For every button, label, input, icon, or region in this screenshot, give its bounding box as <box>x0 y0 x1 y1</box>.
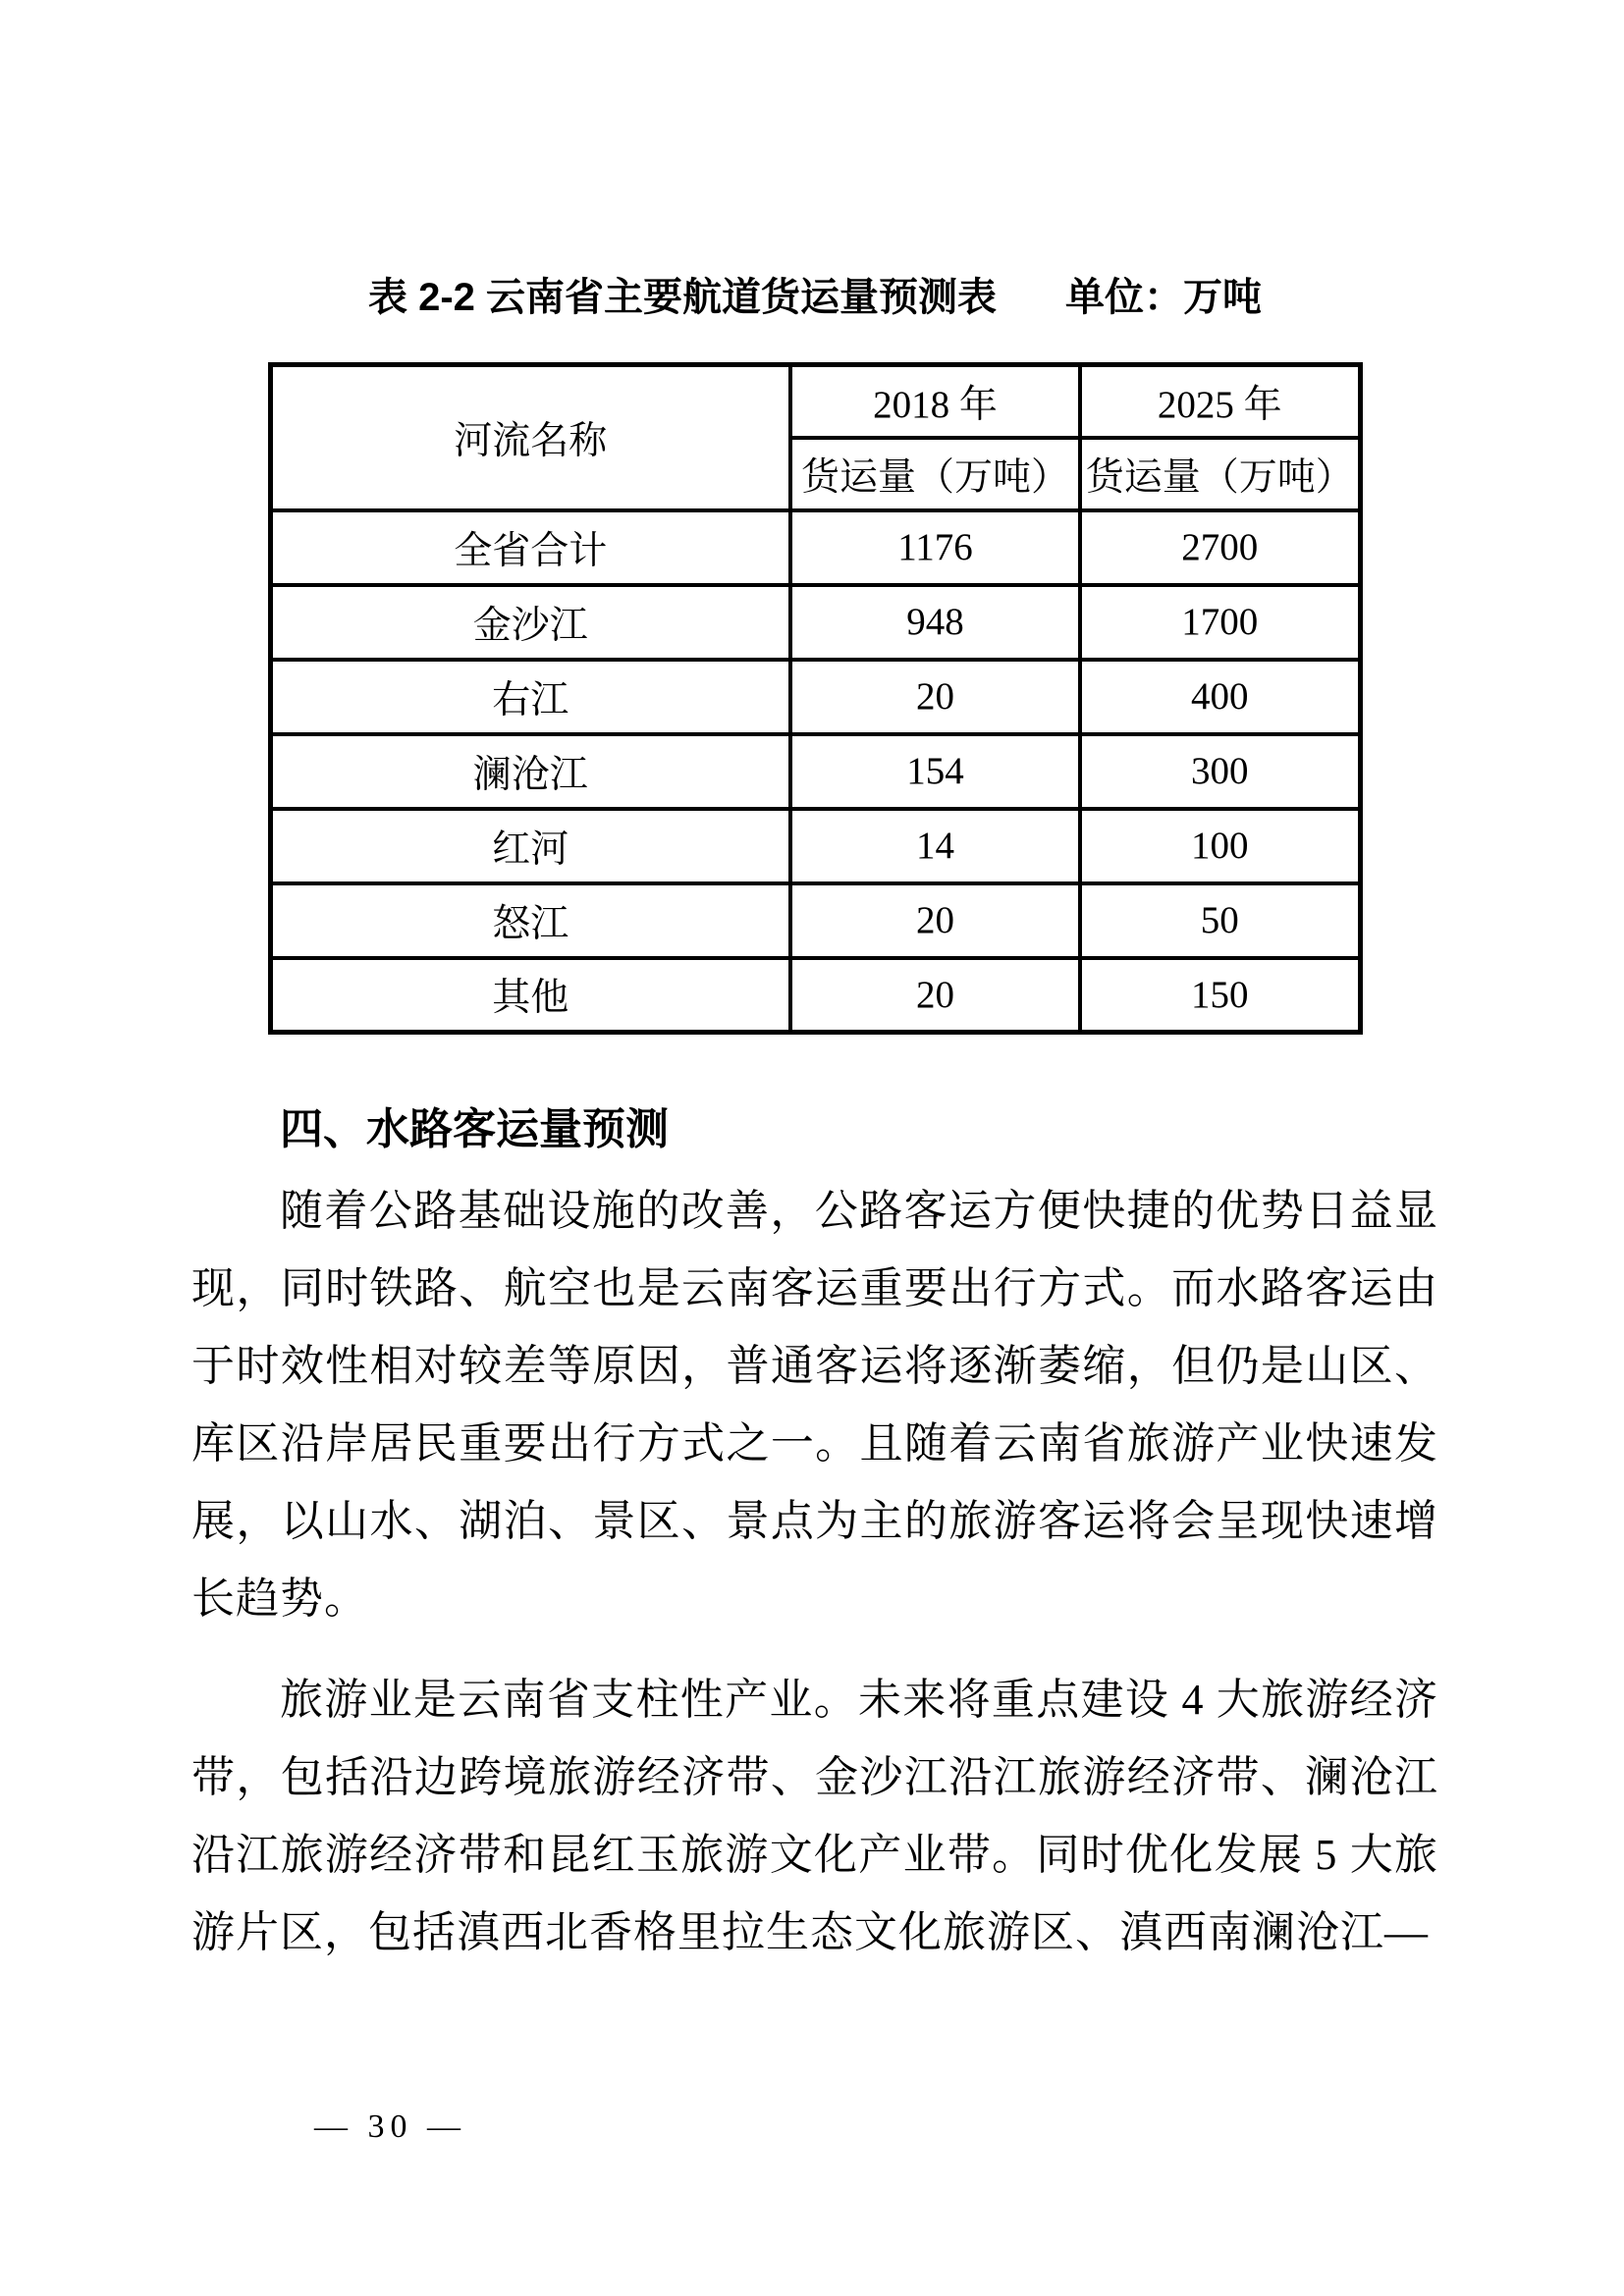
value-2025-cell: 2700 <box>1080 510 1360 585</box>
river-name-cell: 金沙江 <box>270 585 790 660</box>
section-heading: 四、水路客运量预测 <box>280 1105 669 1153</box>
freight-volume-2018-header: 货运量（万吨） <box>790 438 1080 510</box>
river-name-cell: 怒江 <box>270 883 790 958</box>
value-2018-cell: 20 <box>790 883 1080 958</box>
river-name-header: 河流名称 <box>270 365 790 510</box>
year-2025-header: 2025 年 <box>1080 365 1360 438</box>
table-row <box>270 883 1360 958</box>
value-2025-cell: 50 <box>1080 883 1360 958</box>
table-row <box>270 809 1360 883</box>
value-2025-cell: 100 <box>1080 809 1360 883</box>
value-2018-cell: 154 <box>790 734 1080 809</box>
river-name-cell: 红河 <box>270 809 790 883</box>
table-header-row-years <box>270 365 1360 438</box>
freight-volume-2025-header: 货运量（万吨） <box>1080 438 1360 510</box>
river-name-cell: 其他 <box>270 958 790 1033</box>
value-2018-cell: 14 <box>790 809 1080 883</box>
table-row <box>270 734 1360 809</box>
freight-forecast-table <box>268 362 1363 1035</box>
table-unit-label: 单位：万吨 <box>1065 276 1263 319</box>
table-caption <box>191 270 1438 325</box>
value-2018-cell: 948 <box>790 585 1080 660</box>
table-row <box>270 660 1360 734</box>
value-2018-cell: 20 <box>790 958 1080 1033</box>
page-number: — 30 — <box>314 2109 466 2145</box>
table-row <box>270 958 1360 1033</box>
river-name-cell: 右江 <box>270 660 790 734</box>
value-2025-cell: 1700 <box>1080 585 1360 660</box>
value-2018-cell: 1176 <box>790 510 1080 585</box>
value-2025-cell: 400 <box>1080 660 1360 734</box>
table-row <box>270 585 1360 660</box>
table-row <box>270 510 1360 585</box>
value-2018-cell: 20 <box>790 660 1080 734</box>
body-paragraph: 旅游业是云南省支柱性产业。未来将重点建设 4 大旅游经济带，包括沿边跨境旅游经济带、金沙江沿江旅游经济带、澜沧江沿江旅游经济带和昆红玉旅游文化产业带。同时优化发展 5 大旅游片区，包括滇西北香格里拉生态文化旅游区、滇西南澜沧江— <box>191 1676 1438 1956</box>
table-caption-text: 表 2-2 云南省主要航道货运量预测表 <box>367 276 998 319</box>
river-name-cell: 澜沧江 <box>270 734 790 809</box>
year-2018-header: 2018 年 <box>790 365 1080 438</box>
value-2025-cell: 150 <box>1080 958 1360 1033</box>
value-2025-cell: 300 <box>1080 734 1360 809</box>
body-paragraph: 随着公路基础设施的改善，公路客运方便快捷的优势日益显现，同时铁路、航空也是云南客运重要出行方式。而水路客运由于时效性相对较差等原因，普通客运将逐渐萎缩，但仍是山区、库区沿岸居民重要出行方式之一。且随着云南省旅游产业快速发展，以山水、湖泊、景区、景点为主的旅游客运将会呈现快速增长趋势。 <box>191 1187 1438 1623</box>
river-name-cell: 全省合计 <box>270 510 790 585</box>
